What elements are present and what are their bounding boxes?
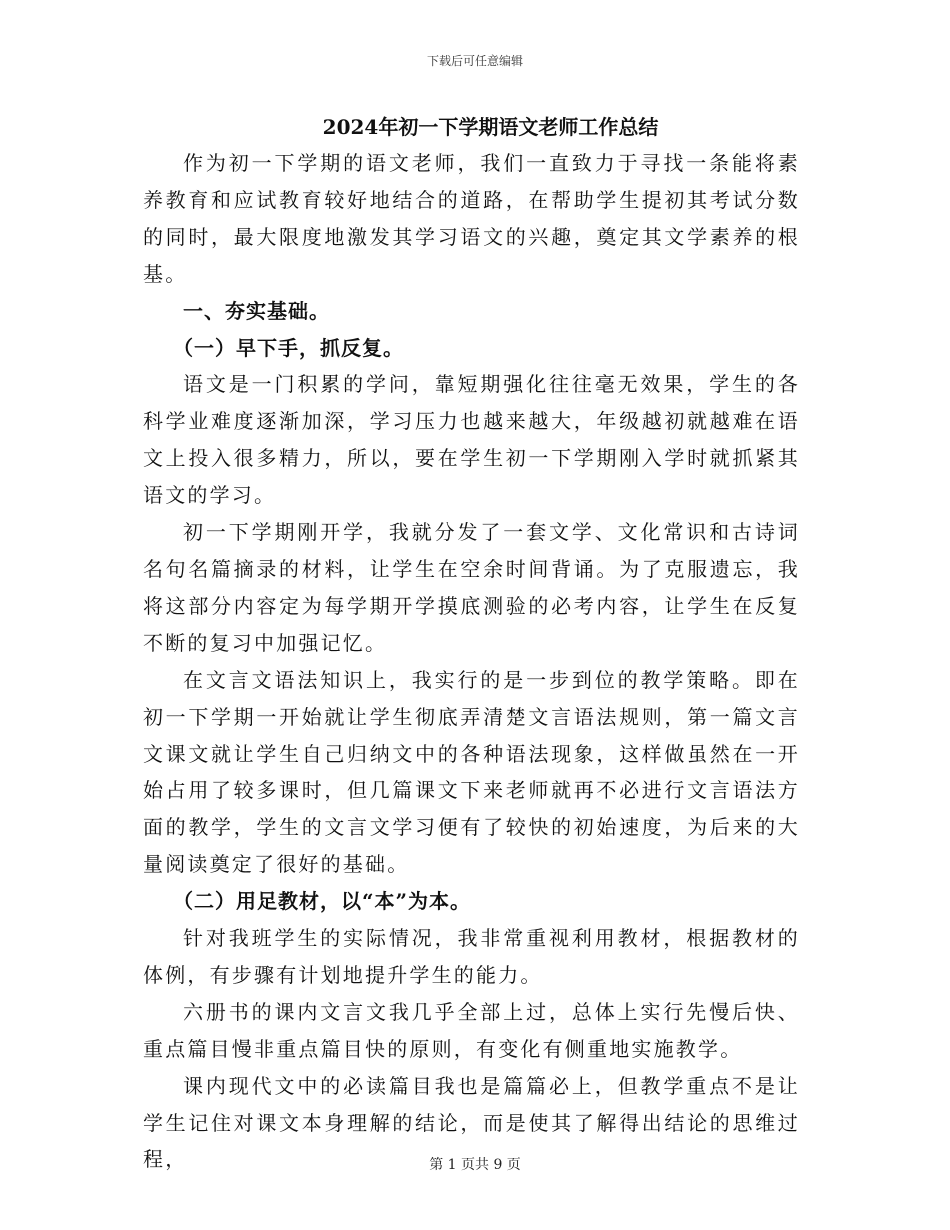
page-number: 第 1 页共 9 页	[429, 1157, 521, 1173]
page-header-note: 下载后可任意编辑	[426, 54, 523, 68]
body-paragraph: 语文是一门积累的学问，靠短期强化往往毫无效果，学生的各科学业难度逐渐加深，学习压力也越来越大，年级越初就越难在语文上投入很多精力，所以，要在学生初一下学期刚入学时就抓紧其语文的学习。	[143, 372, 800, 508]
section-heading-1: 一、夯实基础。	[183, 298, 330, 323]
intro-paragraph: 作为初一下学期的语文老师，我们一直致力于寻找一条能将素养教育和应试教育较好地结合的道路，在帮助学生提初其考试分数的同时，最大限度地激发其学习语文的兴趣，奠定其文学素养的根基。	[143, 151, 800, 286]
subsection-heading-1: （一）早下手，抓反复。	[173, 335, 404, 360]
body-paragraph: 六册书的课内文言文我几乎全部上过，总体上实行先慢后快、重点篇目慢非重点篇目快的原则，有变化有侧重地实施教学。	[143, 999, 800, 1061]
body-paragraph: 针对我班学生的实际情况，我非常重视利用教材，根据教材的体例，有步骤有计划地提升学生的能力。	[143, 926, 800, 987]
document-body	[143, 145, 800, 1178]
subsection-heading-2: （二）用足教材，以“本”为本。	[173, 889, 472, 914]
body-paragraph: 初一下学期刚开学，我就分发了一套文学、文化常识和古诗词名句名篇摘录的材料，让学生在空余时间背诵。为了克服遗忘，我将这部分内容定为每学期开学摸底测验的必考内容，让学生在反复不断的复习中加强记忆。	[143, 520, 800, 655]
document-title: 2024年初一下学期语文老师工作总结	[322, 115, 659, 139]
body-paragraph: 课内现代文中的必读篇目我也是篇篇必上，但教学重点不是让学生记住对课文本身理解的结论，而是使其了解得出结论的思维过程，	[143, 1073, 800, 1172]
body-paragraph: 在文言文语法知识上，我实行的是一步到位的教学策略。即在初一下学期一开始就让学生彻底弄清楚文言语法规则，第一篇文言文课文就让学生自己归纳文中的各种语法现象，这样做虽然在一开始占用了较多课时，但几篇课文下来老师就再不必进行文言语法方面的教学，学生的文言文学习便有了较快的初始速度，为后来的大量阅读奠定了很好的基础。	[143, 667, 800, 877]
